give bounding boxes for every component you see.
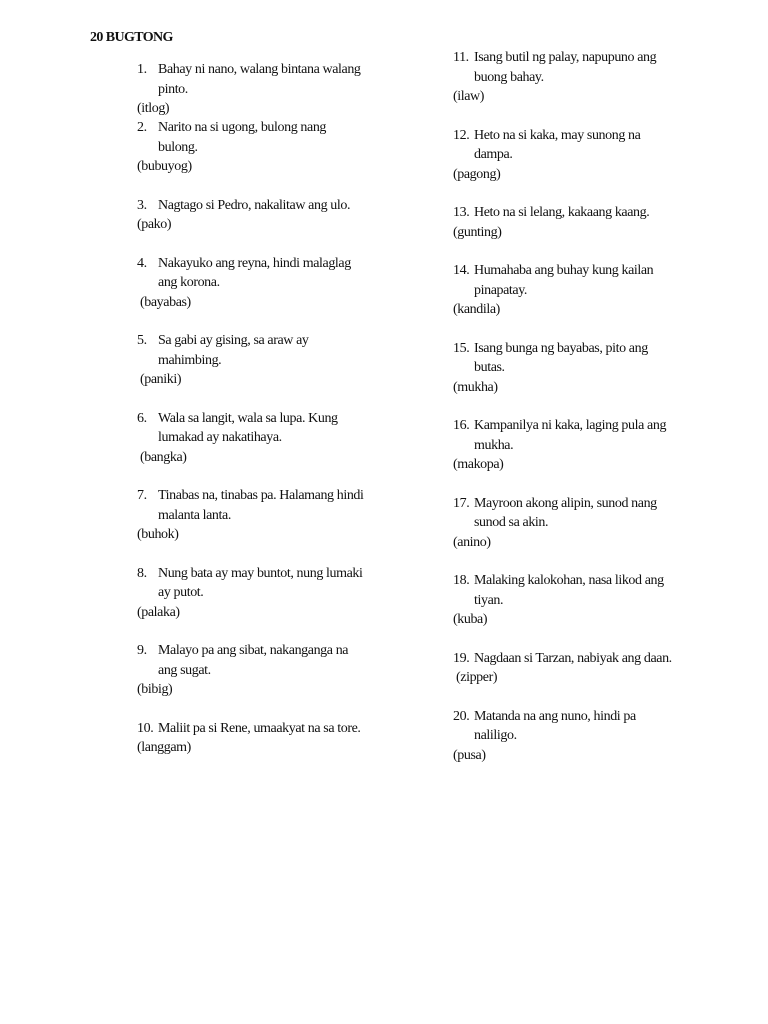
riddle-text-line <box>137 80 377 100</box>
riddle-text: ang sugat. <box>158 662 211 678</box>
riddle-answer: (pusa) <box>453 747 486 763</box>
riddle-item <box>137 254 377 312</box>
riddle-text: Nung bata ay may buntot, nung lumaki <box>158 565 363 581</box>
riddle-item <box>453 203 693 242</box>
riddle-item <box>137 409 377 467</box>
riddle-number: 11. <box>453 50 469 65</box>
riddle-column-left <box>137 60 377 757</box>
riddle-answer: (buhok) <box>137 527 179 542</box>
spacer <box>453 552 693 572</box>
riddle-item <box>453 261 693 319</box>
riddle-text: Nagdaan si Tarzan, nabiyak ang daan. <box>474 650 672 666</box>
riddle-answer: (makopa) <box>453 457 504 472</box>
riddle-text: Nagtago si Pedro, nakalitaw ang ulo. <box>158 197 351 213</box>
riddle-text-line <box>453 436 693 456</box>
riddle-number: 17. <box>453 495 470 511</box>
spacer <box>453 629 693 649</box>
riddle-answer: (palaka) <box>137 604 180 620</box>
riddle-item <box>137 564 377 622</box>
riddle-text: Tinabas na, tinabas pa. Halamang hindi <box>158 488 364 503</box>
spacer <box>137 389 377 409</box>
riddle-number: 12. <box>453 127 470 143</box>
riddle-text-line <box>453 726 693 746</box>
spacer <box>453 184 693 204</box>
riddle-number: 6. <box>137 410 147 426</box>
riddle-text: Matanda na ang nuno, hindi pa <box>474 708 636 724</box>
riddle-answer: (paniki) <box>140 372 182 387</box>
riddle-number: 1. <box>137 62 147 77</box>
riddle-text: Humahaba ang buhay kung kailan <box>474 263 654 278</box>
riddle-answer: (ilaw) <box>453 89 485 104</box>
riddle-text: Malayo pa ang sibat, nakanganga na <box>158 643 349 658</box>
spacer <box>453 687 693 707</box>
riddle-text-line <box>137 273 377 293</box>
document-title: 20 BUGTONG <box>90 30 173 45</box>
riddle-text-line <box>137 138 377 158</box>
riddle-text-line <box>137 583 377 603</box>
riddle-text: naliligo. <box>474 728 517 743</box>
riddle-text: mahimbing. <box>158 352 222 368</box>
riddle-answer: (bayabas) <box>140 294 191 310</box>
spacer <box>453 397 693 417</box>
spacer <box>137 622 377 642</box>
riddle-answer: (pagong) <box>453 166 501 182</box>
spacer <box>453 474 693 494</box>
riddle-text-line <box>453 145 693 165</box>
riddle-text-line <box>137 351 377 371</box>
riddle-number: 13. <box>453 205 470 220</box>
riddle-answer: (pako) <box>137 217 172 232</box>
riddle-item <box>137 719 377 758</box>
riddle-text-line <box>137 331 377 351</box>
riddle-answer: (bibig) <box>137 682 173 697</box>
riddle-text: buong bahay. <box>474 69 544 85</box>
spacer <box>137 544 377 564</box>
riddle-item <box>453 339 693 397</box>
riddle-answer: (kandila) <box>453 302 500 317</box>
riddle-number: 2. <box>137 120 147 135</box>
riddle-text: Heto na si lelang, kakaang kaang. <box>474 205 650 220</box>
riddle-answer: (anino) <box>453 534 491 550</box>
riddle-text-line <box>453 571 693 591</box>
riddle-item <box>453 48 693 106</box>
riddle-text: butas. <box>474 360 505 375</box>
riddle-text: malanta lanta. <box>158 507 231 523</box>
riddle-text-line <box>137 254 377 274</box>
riddle-text: pinto. <box>158 81 188 97</box>
riddle-text-line <box>137 564 377 584</box>
riddle-text: Nakayuko ang reyna, hindi malaglag <box>158 255 351 271</box>
riddle-number: 8. <box>137 565 147 581</box>
spacer <box>137 176 377 196</box>
riddle-item <box>453 126 693 184</box>
spacer <box>137 312 377 332</box>
riddle-number: 5. <box>137 333 147 348</box>
riddle-text-line <box>453 203 693 223</box>
riddle-text-line <box>453 494 693 514</box>
spacer <box>453 319 693 339</box>
riddle-text: bulong. <box>158 139 198 155</box>
spacer <box>137 467 377 487</box>
riddle-item <box>453 707 693 765</box>
riddle-number: 7. <box>137 488 147 503</box>
riddle-text-line <box>137 719 377 739</box>
riddle-text-line <box>137 641 377 661</box>
riddle-text-line <box>137 60 377 80</box>
riddle-item <box>137 196 377 235</box>
riddle-number: 3. <box>137 197 147 213</box>
riddle-text-line <box>453 707 693 727</box>
riddle-text-line <box>137 428 377 448</box>
riddle-number: 14. <box>453 263 470 278</box>
riddle-text: Heto na si kaka, may sunong na <box>474 127 641 143</box>
riddle-number: 4. <box>137 255 147 271</box>
riddle-text-line <box>137 409 377 429</box>
riddle-item <box>453 416 693 474</box>
spacer <box>453 106 693 126</box>
riddle-text-line <box>453 358 693 378</box>
riddle-text: Bahay ni nano, walang bintana walang <box>158 62 361 77</box>
riddle-text-line <box>453 416 693 436</box>
riddle-text: dampa. <box>474 147 513 162</box>
riddle-text-line <box>137 506 377 526</box>
riddle-answer: (itlog) <box>137 101 170 116</box>
riddle-text: Mayroon akong alipin, sunod nang <box>474 495 657 511</box>
riddle-item <box>137 486 377 544</box>
riddle-answer: (gunting) <box>453 224 502 240</box>
riddle-text-line <box>137 661 377 681</box>
riddle-text-line <box>137 196 377 216</box>
riddle-text-line <box>453 48 693 68</box>
riddle-text: Narito na si ugong, bulong nang <box>158 120 327 135</box>
spacer <box>137 699 377 719</box>
riddle-text-line <box>453 339 693 359</box>
riddle-text-line <box>453 281 693 301</box>
riddle-answer: (bubuyog) <box>137 159 192 174</box>
riddle-text: pinapatay. <box>474 282 528 298</box>
riddle-number: 18. <box>453 573 470 588</box>
riddle-item <box>453 571 693 629</box>
riddle-item <box>453 649 693 688</box>
riddle-item <box>453 494 693 552</box>
riddle-text-line <box>137 118 377 138</box>
riddle-answer: (langgam) <box>137 740 191 755</box>
riddle-number: 9. <box>137 643 147 658</box>
riddle-text: tiyan. <box>474 592 504 608</box>
riddle-number: 16. <box>453 418 470 433</box>
riddle-answer: (zipper) <box>456 670 498 685</box>
riddle-text: mukha. <box>474 437 514 453</box>
riddle-text: ay putot. <box>158 585 204 600</box>
riddle-number: 20. <box>453 708 470 724</box>
riddle-text: Kampanilya ni kaka, laging pula ang <box>474 418 667 433</box>
riddle-text-line <box>453 591 693 611</box>
riddle-item <box>137 331 377 389</box>
spacer <box>137 234 377 254</box>
riddle-text-line <box>453 126 693 146</box>
riddle-text-line <box>453 649 693 669</box>
riddle-text: sunod sa akin. <box>474 515 549 530</box>
riddle-item <box>137 641 377 699</box>
riddle-item <box>137 118 377 176</box>
riddle-number: 10. <box>137 720 154 736</box>
riddle-answer: (mukha) <box>453 379 498 395</box>
riddle-text: Maliit pa si Rene, umaakyat na sa tore. <box>158 720 361 736</box>
spacer <box>453 242 693 262</box>
riddle-answer: (bangka) <box>140 449 187 465</box>
riddle-number: 15. <box>453 340 470 356</box>
riddle-text: Wala sa langit, wala sa lupa. Kung <box>158 410 338 426</box>
riddle-text: Malaking kalokohan, nasa likod ang <box>474 573 664 588</box>
riddle-text: ang korona. <box>158 275 220 290</box>
riddle-item <box>137 60 377 118</box>
riddle-text-line <box>137 486 377 506</box>
riddle-text-line <box>453 261 693 281</box>
riddle-text: Isang butil ng palay, napupuno ang <box>474 50 657 65</box>
riddle-text: Sa gabi ay gising, sa araw ay <box>158 333 309 348</box>
riddle-text: lumakad ay nakatihaya. <box>158 430 282 445</box>
riddle-text: Isang bunga ng bayabas, pito ang <box>474 340 648 356</box>
riddle-text-line <box>453 513 693 533</box>
riddle-text-line <box>453 68 693 88</box>
riddle-answer: (kuba) <box>453 612 488 627</box>
riddle-number: 19. <box>453 650 470 666</box>
riddle-column-right <box>453 48 693 765</box>
